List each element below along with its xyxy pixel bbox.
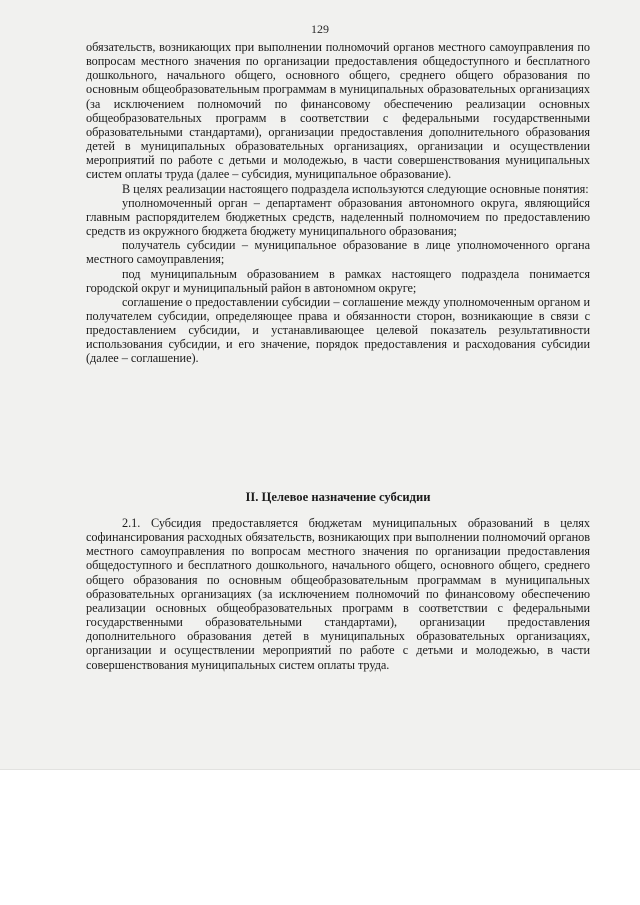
paragraph-definition-recipient: получатель субсидии – муниципальное образование в лице уполномоченного органа местного самоуправления; xyxy=(86,238,590,267)
paragraph-definition-authorized-body: уполномоченный орган – департамент образования автономного округа, являющийся главным распорядителем бюджетных средств, наделенный полномочием по предоставлению средств из окружного бюджета бюджету муниципального образования; xyxy=(86,195,590,239)
bottom-text-block xyxy=(86,516,590,672)
paragraph-clause-2-1: 2.1. Субсидия предоставляется бюджетам муниципальных образований в целях софинансирования расходных обязательств, возникающих при выполнении полномочий органов местного самоуправления по вопросам местного значения по организации предоставления общедоступного и бесплатного дошкольного, начального общего, основного общего, среднего общего образования по основным общеобразовательным программам в муниципальных образовательных организациях (за исключением полномочий по финансовому обеспечению реализации основных общеобразовательных программ в соответствии с федеральными государственными образовательными стандартами), организации предоставления дополнительного образования детей в муниципальных образовательных организациях, организации и осуществлении мероприятий по работе с детьми и молодежью, в части совершенствования муниципальных систем оплаты труда. xyxy=(86,516,590,672)
top-text-block xyxy=(86,40,590,366)
paragraph-definition-municipality: под муниципальным образованием в рамках настоящего подраздела понимается городской округ и муниципальный район в автономном округе; xyxy=(86,266,590,295)
section-heading: II. Целевое назначение субсидии xyxy=(245,490,431,504)
paragraph-continuation: обязательств, возникающих при выполнении полномочий органов местного самоуправления по вопросам местного значения по организации предоставления общедоступного и бесплатного дошкольного, начального общего, основного общего, среднего общего образования по основным общеобразовательным программам в муниципальных образовательных организациях (за исключением полномочий по финансовому обеспечению реализации основных общеобразовательных программ в соответствии с федеральными государственными образовательными стандартами), организации предоставления дополнительного образования детей в муниципальных образовательных организациях, организации и осуществлении мероприятий по работе с детьми и молодежью, в части совершенствования муниципальных систем оплаты труда (далее – субсидия, муниципальное образование). xyxy=(86,40,590,182)
page-number: 129 xyxy=(311,22,329,36)
paragraph-definition-agreement: соглашение о предоставлении субсидии – соглашение между уполномоченным органом и получателем субсидии, определяющее права и обязанности сторон, возникающие в связи с предоставлением субсидии, и устанавливающее целевой показатель результативности использования субсидии, и его значение, порядок предоставления и расходования субсидии (далее – соглашение). xyxy=(86,294,590,366)
paragraph-concepts-intro: В целях реализации настоящего подраздела используются следующие основные понятия: xyxy=(122,181,589,196)
